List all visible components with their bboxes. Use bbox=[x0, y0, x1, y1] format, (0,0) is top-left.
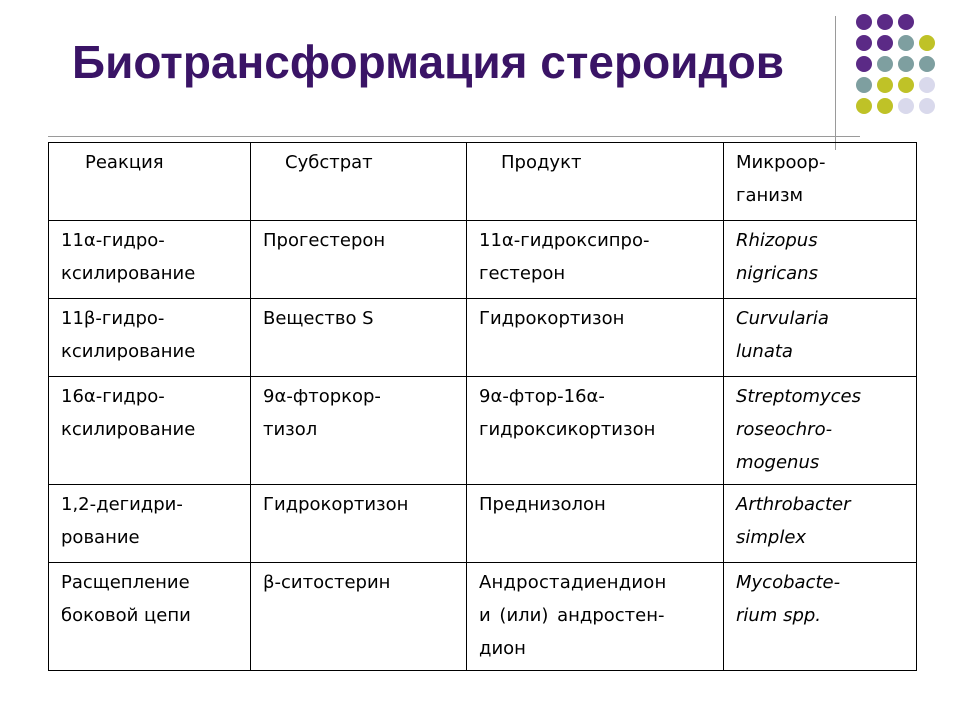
cell-text: rium spp. bbox=[736, 605, 822, 626]
decor-dot bbox=[919, 56, 935, 72]
cell-text: β-ситостерин bbox=[263, 572, 391, 593]
cell-text: roseochro- bbox=[736, 419, 833, 440]
cell-text: Вещество S bbox=[263, 308, 374, 329]
cell-text: Прогестерон bbox=[263, 230, 386, 251]
cell-text: Rhizopus bbox=[736, 230, 818, 251]
decor-dot bbox=[919, 35, 935, 51]
cell-reaction bbox=[49, 299, 251, 377]
cell-text: 11α-гидро- bbox=[61, 230, 165, 251]
cell-text: Гидрокортизон bbox=[479, 308, 625, 329]
header-substrate-label: Субстрат bbox=[285, 152, 373, 173]
decor-dot bbox=[919, 98, 935, 114]
cell-reaction bbox=[49, 221, 251, 299]
decor-dot bbox=[856, 14, 872, 30]
header-organism bbox=[724, 143, 917, 221]
header-product bbox=[467, 143, 724, 221]
cell-text: Curvularia bbox=[736, 308, 829, 329]
cell-text: 16α-гидро- bbox=[61, 386, 165, 407]
decor-dot bbox=[877, 56, 893, 72]
cell-product bbox=[467, 563, 724, 671]
cell-organism bbox=[724, 299, 917, 377]
header-reaction-label: Реакция bbox=[85, 152, 164, 173]
cell-text: Streptomyces bbox=[736, 386, 861, 407]
cell-text: и (или) андростен- bbox=[479, 605, 665, 626]
cell-reaction bbox=[49, 563, 251, 671]
decor-dot bbox=[877, 77, 893, 93]
cell-text: ксилирование bbox=[61, 263, 196, 284]
table-row bbox=[49, 377, 917, 485]
cell-organism bbox=[724, 221, 917, 299]
decor-dot bbox=[898, 35, 914, 51]
decor-horizontal-line bbox=[48, 136, 860, 137]
cell-substrate bbox=[251, 563, 467, 671]
cell-substrate bbox=[251, 299, 467, 377]
cell-text: рование bbox=[61, 527, 140, 548]
cell-reaction bbox=[49, 377, 251, 485]
cell-text: 11β-гидро- bbox=[61, 308, 165, 329]
cell-text: 1,2-дегидри- bbox=[61, 494, 183, 515]
table-row bbox=[49, 563, 917, 671]
cell-text: Преднизолон bbox=[479, 494, 606, 515]
cell-text: гестерон bbox=[479, 263, 566, 284]
decor-dot bbox=[856, 77, 872, 93]
cell-organism bbox=[724, 563, 917, 671]
decor-dot bbox=[877, 98, 893, 114]
decor-dot bbox=[898, 98, 914, 114]
cell-text: mogenus bbox=[736, 452, 820, 473]
cell-text: 9α-фтор-16α- bbox=[479, 386, 605, 407]
cell-substrate bbox=[251, 221, 467, 299]
cell-product bbox=[467, 221, 724, 299]
cell-text: тизол bbox=[263, 419, 318, 440]
header-organism-label-line1: Микроор- bbox=[736, 152, 826, 173]
cell-text: Андростадиендион bbox=[479, 572, 667, 593]
decor-dot bbox=[898, 14, 914, 30]
cell-text: 9α-фторкор- bbox=[263, 386, 381, 407]
cell-text: дион bbox=[479, 638, 526, 659]
table-row bbox=[49, 485, 917, 563]
cell-text: 11α-гидроксипро- bbox=[479, 230, 650, 251]
cell-substrate bbox=[251, 485, 467, 563]
cell-text: simplex bbox=[736, 527, 807, 548]
table-header-row bbox=[49, 143, 917, 221]
decor-dot bbox=[898, 77, 914, 93]
cell-organism bbox=[724, 485, 917, 563]
cell-text: Mycobacte- bbox=[736, 572, 841, 593]
header-substrate bbox=[251, 143, 467, 221]
decor-dot bbox=[856, 56, 872, 72]
decor-dot bbox=[898, 56, 914, 72]
cell-text: Расщепление bbox=[61, 572, 190, 593]
decor-dot bbox=[877, 14, 893, 30]
header-reaction bbox=[49, 143, 251, 221]
table-row bbox=[49, 221, 917, 299]
slide-title: Биотрансформация стероидов bbox=[72, 36, 785, 88]
decor-dot bbox=[856, 35, 872, 51]
decor-dot bbox=[877, 35, 893, 51]
cell-text: ксилирование bbox=[61, 419, 196, 440]
cell-reaction bbox=[49, 485, 251, 563]
cell-product bbox=[467, 299, 724, 377]
cell-text: ксилирование bbox=[61, 341, 196, 362]
cell-product bbox=[467, 377, 724, 485]
cell-text: lunata bbox=[736, 341, 793, 362]
header-product-label: Продукт bbox=[501, 152, 582, 173]
cell-text: гидроксикортизон bbox=[479, 419, 656, 440]
steroid-biotransformation-table bbox=[48, 142, 917, 671]
cell-text: Гидрокортизон bbox=[263, 494, 409, 515]
decor-dot bbox=[856, 98, 872, 114]
cell-text: Arthrobacter bbox=[736, 494, 851, 515]
cell-organism bbox=[724, 377, 917, 485]
cell-text: боковой цепи bbox=[61, 605, 191, 626]
table-row bbox=[49, 299, 917, 377]
cell-text: nigricans bbox=[736, 263, 818, 284]
cell-substrate bbox=[251, 377, 467, 485]
decor-vertical-line bbox=[835, 16, 836, 150]
header-organism-label-line2: ганизм bbox=[736, 185, 804, 206]
cell-product bbox=[467, 485, 724, 563]
decor-dot bbox=[919, 77, 935, 93]
